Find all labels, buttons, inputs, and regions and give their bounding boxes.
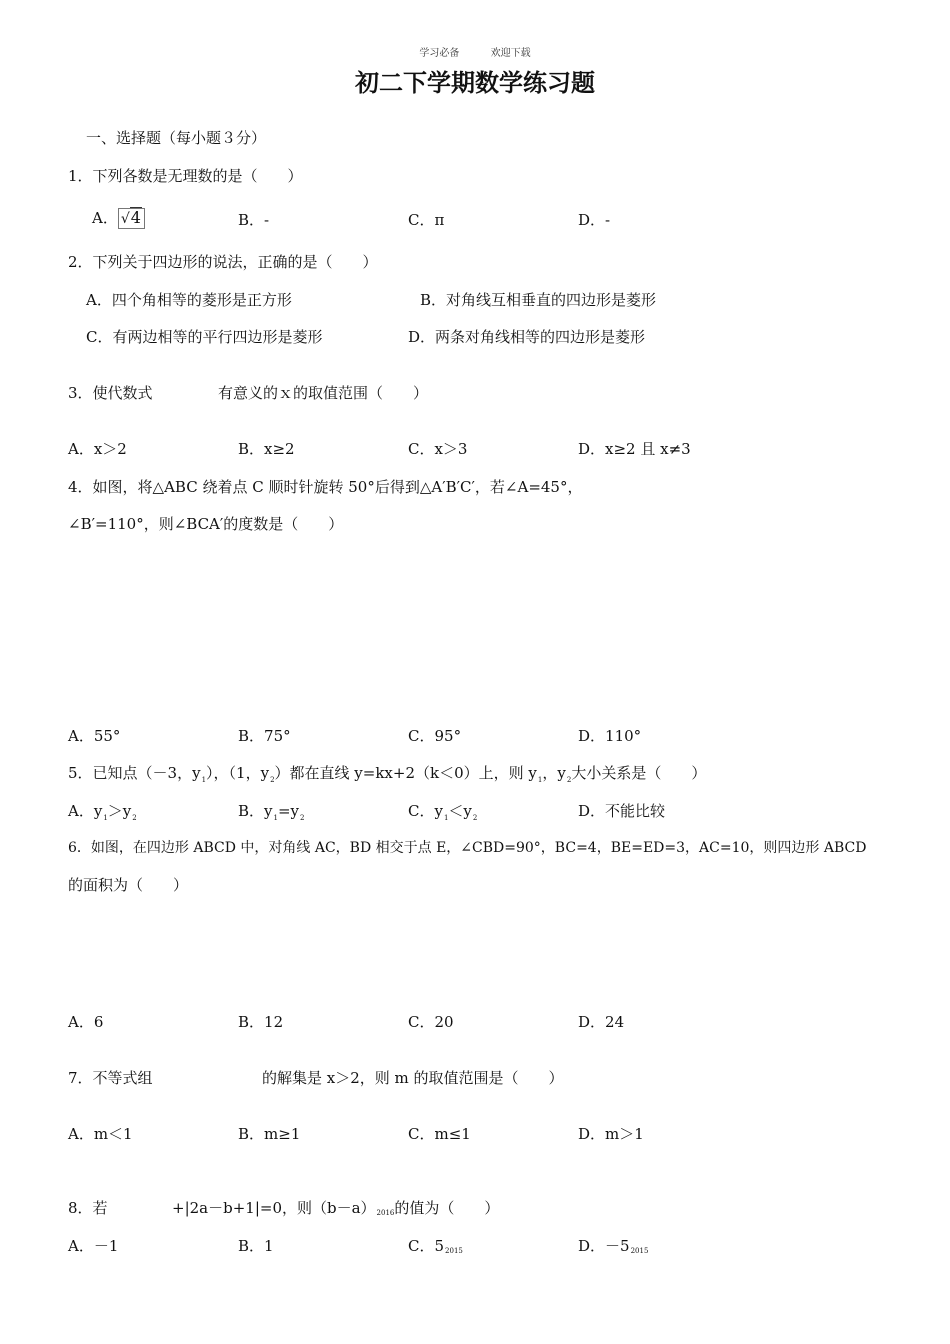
q8-d-base: D．－5 <box>578 1237 630 1255</box>
q7-stem-right: 的解集是 x＞2，则 m 的取值范围是（ ） <box>262 1069 564 1087</box>
q5-subscript-4: 2 <box>566 776 572 784</box>
header-right-text: 欢迎下载 <box>490 48 531 59</box>
q7-option-c: C．m≤1 <box>408 1125 471 1143</box>
q1-option-d: D．- <box>578 211 611 229</box>
q5-option-c <box>408 801 477 828</box>
q3-option-d: D．x≥2 且 x≠3 <box>578 440 691 458</box>
q7-stem-left: 7．不等式组 <box>68 1069 153 1087</box>
q5-b-sub1: 1 <box>273 814 278 822</box>
q8-option-a: A．－1 <box>68 1237 119 1255</box>
q4-option-a: A．55° <box>68 727 121 745</box>
q4-option-b: B．75° <box>238 727 291 745</box>
q8-option-c <box>408 1236 463 1261</box>
header-left-text: 学习必备 <box>419 48 460 59</box>
q3-stem-left: 3．使代数式 <box>68 384 153 402</box>
radical-sign: √ <box>120 211 130 227</box>
q1-option-a <box>92 208 145 229</box>
sqrt-expression <box>118 208 145 229</box>
q7-option-d: D．m＞1 <box>578 1125 644 1143</box>
q8-stem-left: 8．若 <box>68 1199 108 1217</box>
q5-b-text: B．y <box>238 802 273 820</box>
page-title: 初二下学期数学练习题 <box>355 69 595 97</box>
q5-stem <box>68 763 706 790</box>
q5-a-sub1: 1 <box>103 814 108 822</box>
q8-d-exponent: 2015 <box>630 1247 649 1255</box>
q5-c-sub1: 1 <box>443 814 449 822</box>
q5-b-mid: =y <box>277 802 300 820</box>
q5-stem-part5: 大小关系是（ ） <box>571 764 707 782</box>
page-header <box>0 44 950 64</box>
q4-stem-line1: 4．如图，将△ABC 绕着点 C 顺时针旋转 50°后得到△A′B′C′，若∠A=45°， <box>68 478 583 496</box>
q6-option-d: D．24 <box>578 1013 625 1031</box>
q8-c-base: C．5 <box>408 1237 445 1255</box>
q6-option-c: C．20 <box>408 1013 454 1031</box>
q2-stem: 2．下列关于四边形的说法，正确的是（ ） <box>68 253 378 271</box>
q6-option-b: B．12 <box>238 1013 284 1031</box>
q2-option-b: B．对角线互相垂直的四边形是菱形 <box>420 291 657 309</box>
q5-option-d: D．不能比较 <box>578 802 666 820</box>
q3-option-c: C．x＞3 <box>408 440 468 458</box>
q5-b-sub2: 2 <box>300 814 305 822</box>
q1-option-c: C．π <box>408 211 445 229</box>
q3-option-b: B．x≥2 <box>238 440 295 458</box>
q5-c-sub2: 2 <box>472 814 478 822</box>
q3-stem-right: 有意义的ｘ的取值范围（ ） <box>218 384 429 402</box>
q5-option-b <box>238 801 304 828</box>
q5-stem-part1: 5．已知点（－3，y <box>68 764 201 782</box>
q5-c-mid: ＜y <box>448 802 472 820</box>
section-heading: 一、选择题（每小题３分） <box>86 129 267 147</box>
q8-stem-right: 的值为（ ） <box>394 1199 500 1217</box>
q8-c-exponent: 2015 <box>445 1247 463 1255</box>
radicand: 4 <box>130 208 141 227</box>
q6-stem-line1: 6．如图，在四边形 ABCD 中，对角线 AC，BD 相交于点 E，∠CBD=90°，BC=4，BE=ED=3，AC=10，则四边形 ABCD <box>68 840 867 856</box>
q4-option-c: C．95° <box>408 727 462 745</box>
q4-option-d: D．110° <box>578 727 642 745</box>
q8-stem-mid: +|2a－b+1|=0，则（b－a） <box>172 1199 376 1217</box>
q5-stem-part4: ，y <box>542 764 566 782</box>
q4-stem-line2: ∠B′=110°，则∠BCA′的度数是（ ） <box>68 515 344 533</box>
q6-stem-line2: 的面积为（ ） <box>68 876 189 894</box>
q8-stem <box>172 1198 499 1223</box>
q8-exponent: 2016 <box>376 1209 395 1217</box>
q5-subscript-3: 1 <box>537 776 543 784</box>
q2-option-a: A．四个角相等的菱形是正方形 <box>86 291 292 309</box>
q5-subscript-2: 2 <box>270 776 275 784</box>
q3-option-a: A．x＞2 <box>68 440 127 458</box>
q1-stem: 1．下列各数是无理数的是（ ） <box>68 167 303 185</box>
q1-option-a-label: A． <box>92 209 118 227</box>
q7-option-b: B．m≥1 <box>238 1125 301 1143</box>
q5-stem-part2: ），（1，y <box>206 764 270 782</box>
q8-option-b: B．1 <box>238 1237 274 1255</box>
q7-option-a: A．m＜1 <box>68 1125 133 1143</box>
q2-option-c: C．有两边相等的平行四边形是菱形 <box>86 328 323 346</box>
q5-option-a <box>68 801 137 828</box>
q8-option-d <box>578 1236 648 1261</box>
q5-stem-part3: ）都在直线 y=kx+2（k＜0）上，则 y <box>274 764 537 782</box>
q1-option-b: B．- <box>238 211 270 229</box>
q5-c-text: C．y <box>408 802 443 820</box>
q5-subscript-1: 1 <box>201 776 207 784</box>
q5-a-text: A．y <box>68 802 103 820</box>
q5-a-sub2: 2 <box>132 814 137 822</box>
q2-option-d: D．两条对角线相等的四边形是菱形 <box>408 328 646 346</box>
q5-a-mid: ＞y <box>107 802 132 820</box>
q6-option-a: A．6 <box>68 1013 104 1031</box>
